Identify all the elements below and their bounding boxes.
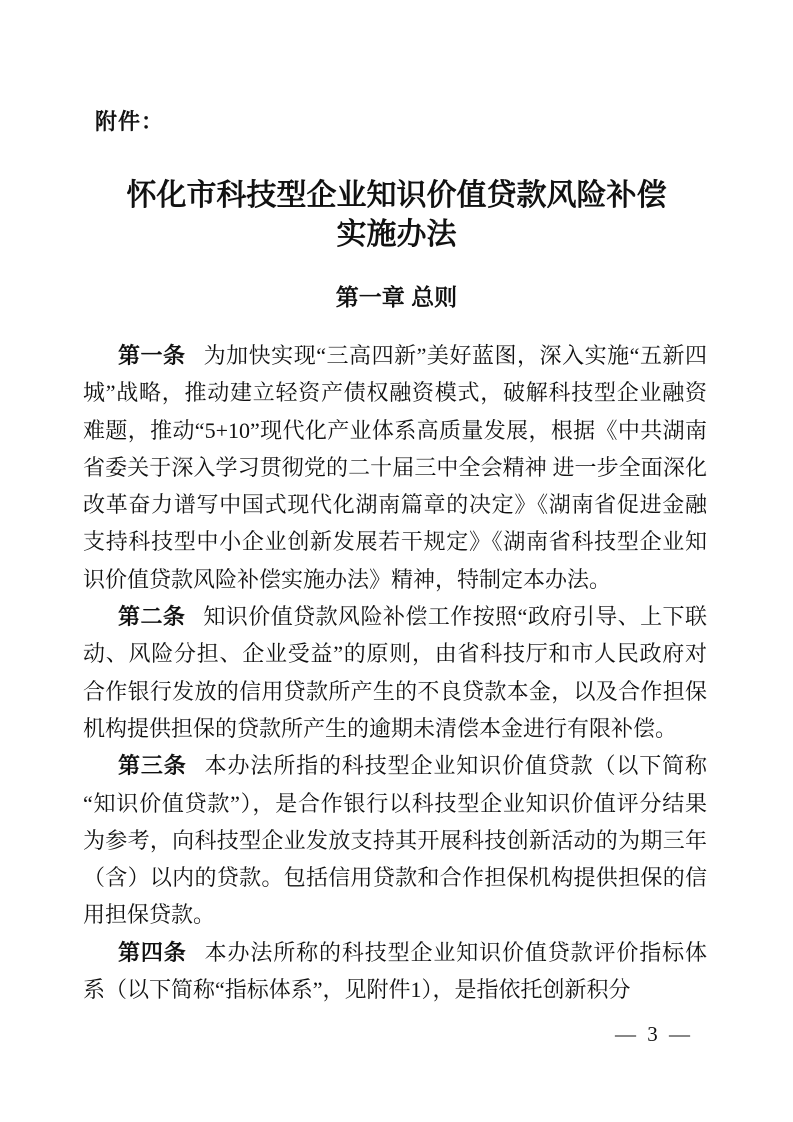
article-4 [83, 934, 707, 1009]
attachment-label: 附件： [95, 109, 165, 134]
article-4-label: 第四条 [118, 939, 187, 965]
article-2-label: 第二条 [118, 604, 186, 630]
article-3-label: 第三条 [118, 753, 187, 779]
chapter-heading: 第一章 总则 [335, 284, 458, 310]
article-2-text: 知识价值贷款风险补偿工作按照“政府引导、上下联动、风险分担、企业受益”的原则，由省科技厅和市人民政府对合作银行发放的信用贷款所产生的不良贷款本金，以及合作担保机构提供担保的贷款所产生的逾期未清偿本金进行有限补偿。 [83, 604, 707, 741]
document-title-line2: 实施办法 [336, 218, 457, 251]
article-4-text: 本办法所称的科技型企业知识价值贷款评价指标体系（以下简称“指标体系”，见附件1），是指依托创新积分 [83, 939, 707, 1003]
article-1-text: 为加快实现“三高四新”美好蓝图，深入实施“五新四城”战略，推动建立轻资产债权融资模式，破解科技型企业融资难题，推动“5+10”现代化产业体系高质量发展，根据《中共湖南省委关于深入学习贯彻党的二十届三中全会精神 进一步全面深化改革奋力谱写中国式现代化湖南篇章的决定》《湖南省促进金融支持科技型中小企业创新发展若干规定》《湖南省科技型企业知识价值贷款风险补偿实施办法》精神，特制定本办法。 [83, 343, 707, 592]
document-title [0, 176, 793, 254]
document-body [83, 337, 707, 1008]
article-1-label: 第一条 [118, 343, 186, 368]
article-3 [83, 747, 707, 933]
page-number: — 3 — [615, 1022, 693, 1046]
article-3-text: 本办法所指的科技型企业知识价值贷款（以下简称“知识价值贷款”），是合作银行以科技型企业知识价值评分结果为参考，向科技型企业发放支持其开展科技创新活动的为期三年（含）以内的贷款。包括信用贷款和合作担保机构提供担保的信用担保贷款。 [83, 753, 707, 928]
article-1 [83, 337, 707, 598]
document-title-line1: 怀化市科技型企业知识价值贷款风险补偿 [126, 179, 667, 212]
article-2 [83, 598, 707, 747]
